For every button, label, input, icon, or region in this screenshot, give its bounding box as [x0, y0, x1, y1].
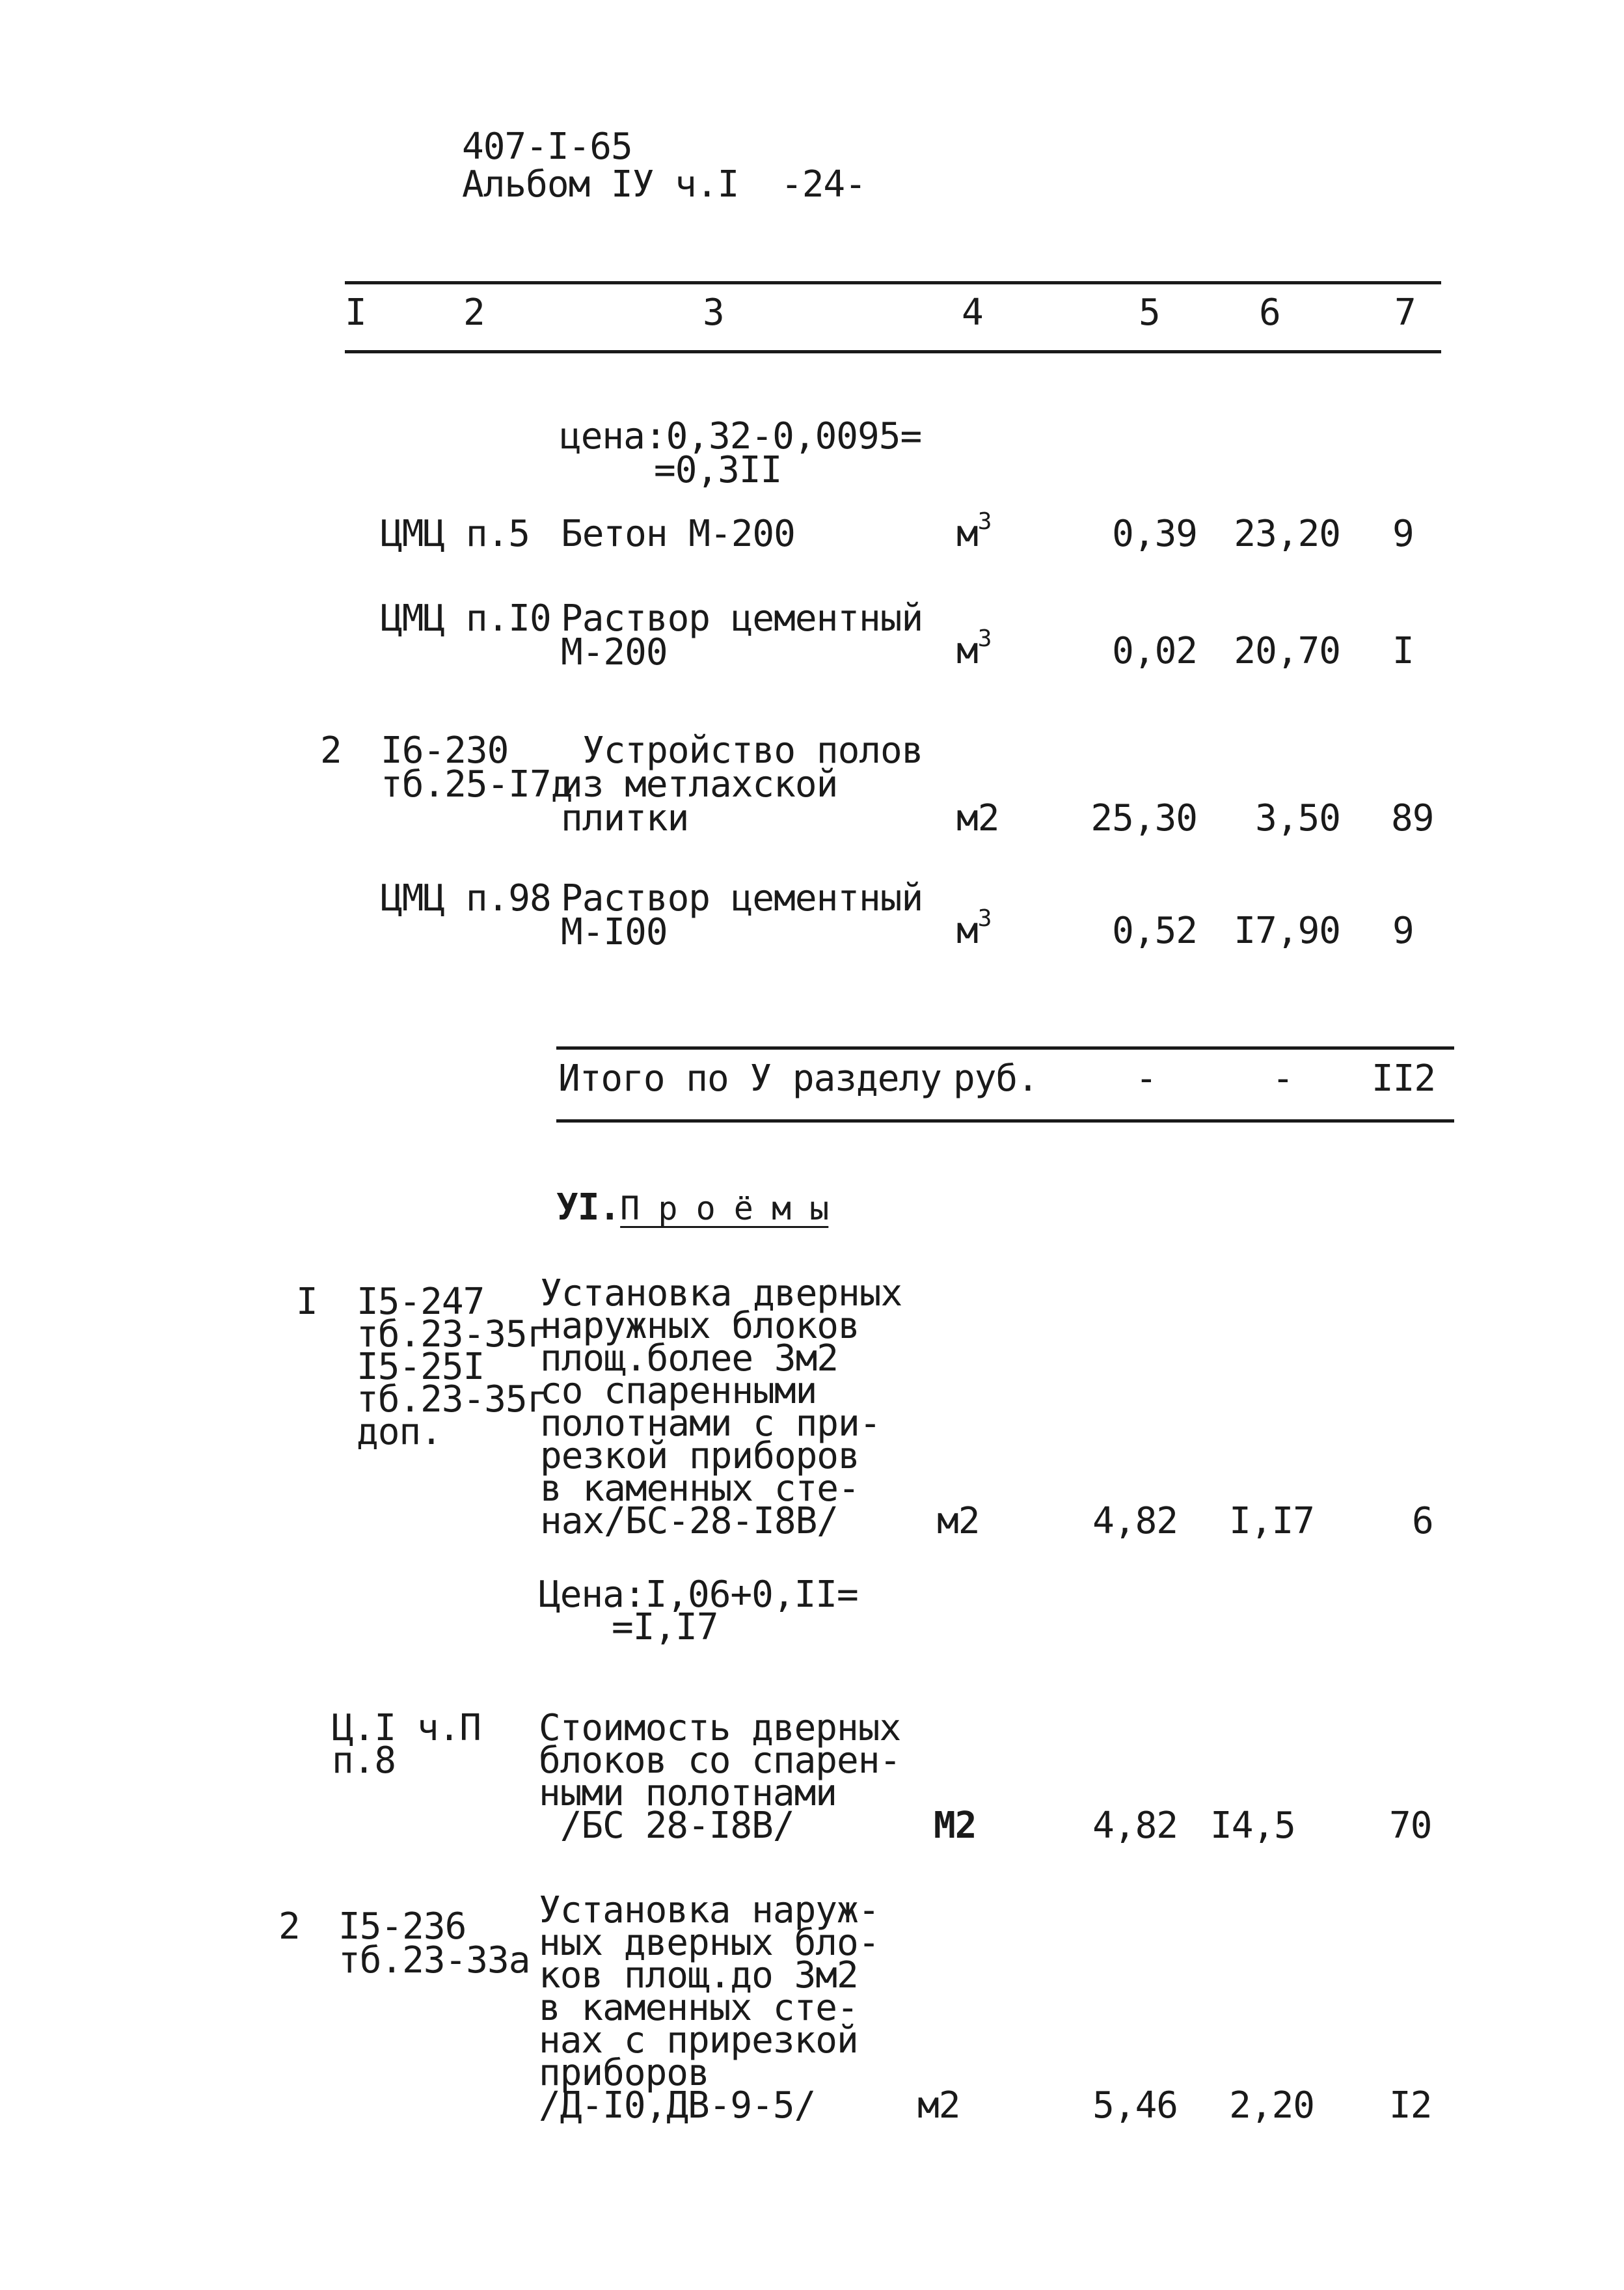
item-name: Установка наруж-	[539, 1889, 880, 1931]
row-name: Устройство полов	[582, 729, 923, 772]
column-header-6: 6	[1259, 292, 1280, 334]
row-price: 3,50	[1255, 797, 1340, 839]
row-price: I7,90	[1234, 910, 1340, 952]
item-ref: I5-247	[357, 1281, 485, 1323]
price-note-line: =I,I7	[612, 1606, 718, 1648]
price-note-line: Цена:I,06+0,II=	[539, 1574, 858, 1616]
subtotal-total: II2	[1372, 1057, 1436, 1100]
item-name: со спаренными	[540, 1370, 817, 1412]
item-name: ных дверных бло-	[539, 1922, 880, 1964]
subtotal-top-rule	[556, 1046, 1454, 1050]
item-unit: м2	[937, 1500, 980, 1542]
column-header-2: 2	[463, 292, 485, 334]
item-ref: I5-236	[338, 1905, 467, 1948]
column-header-3: 3	[703, 292, 724, 334]
item-name: наружных блоков	[540, 1305, 859, 1347]
item-price: 2,20	[1229, 2084, 1314, 2127]
item-ref: тб.23-35г	[357, 1378, 548, 1421]
item-number: I	[296, 1281, 318, 1323]
section-title: П р о ё м ы	[620, 1190, 829, 1227]
subtotal-qty: -	[1135, 1057, 1157, 1100]
row-qty: 25,30	[1090, 797, 1197, 839]
row-name: Бетон М-200	[561, 513, 795, 555]
item-total: 70	[1389, 1805, 1432, 1847]
item-total: I2	[1389, 2084, 1432, 2127]
item-name: /БС 28-I8В/	[539, 1805, 794, 1847]
row-name: Раствор цементный	[561, 877, 923, 920]
item-number: 2	[278, 1905, 300, 1948]
item-name: /Д-I0,ДВ-9-5/	[539, 2084, 816, 2127]
price-note-line: цена:0,32-0,0095=	[560, 415, 922, 457]
row-name: плитки	[561, 797, 689, 839]
page-number: -24-	[781, 163, 866, 206]
item-name: приборов	[539, 2052, 709, 2094]
column-header-4: 4	[962, 292, 983, 334]
document-code: 407-I-65	[462, 126, 632, 168]
item-ref: I5-25I	[357, 1346, 485, 1388]
item-unit: М2	[934, 1805, 977, 1847]
item-name: резкой приборов	[540, 1435, 859, 1477]
row-number: 2	[320, 729, 342, 772]
item-ref: Ц.I ч.П	[332, 1707, 481, 1749]
item-qty: 4,82	[1092, 1500, 1178, 1542]
row-ref: ЦМЦ п.98	[381, 877, 551, 920]
row-ref: I6-230	[381, 729, 509, 772]
item-name: площ.более 3м2	[540, 1337, 839, 1380]
item-name: нах с прирезкой	[539, 2019, 858, 2062]
row-total: 9	[1392, 910, 1414, 952]
row-name: М-I00	[561, 911, 668, 953]
subtotal-price: -	[1272, 1057, 1293, 1100]
item-name: нах/БС-28-I8В/	[540, 1500, 839, 1542]
row-qty: 0,39	[1112, 513, 1197, 555]
section-heading	[556, 1186, 829, 1229]
row-total: 9	[1392, 513, 1414, 555]
item-price: I,I7	[1229, 1500, 1314, 1542]
row-unit: $м^3$	[956, 508, 992, 555]
row-price: 23,20	[1234, 513, 1340, 555]
row-ref: ЦМЦ п.I0	[381, 597, 551, 640]
item-unit: м2	[917, 2084, 960, 2127]
row-qty: 0,52	[1112, 910, 1197, 952]
column-header-5: 5	[1139, 292, 1160, 334]
item-name: полотнами с при-	[540, 1402, 881, 1445]
item-qty: 5,46	[1092, 2084, 1178, 2127]
subtotal-label: Итого по У разделу	[558, 1057, 941, 1100]
row-price: 20,70	[1234, 630, 1340, 672]
row-total: I	[1392, 630, 1414, 672]
item-ref: п.8	[332, 1739, 396, 1782]
row-qty: 0,02	[1112, 630, 1197, 672]
item-name: в каменных сте-	[540, 1467, 859, 1510]
item-ref: тб.23-33а	[338, 1939, 530, 1982]
row-ref: тб.25-I7д	[381, 763, 573, 806]
item-ref: тб.23-35г	[357, 1313, 548, 1356]
row-unit: $м^3$	[956, 625, 992, 672]
column-header-7: 7	[1394, 292, 1416, 334]
row-name: Раствор цементный	[561, 597, 923, 640]
item-name: Стоимость дверных	[539, 1707, 901, 1749]
table-header-rule	[345, 350, 1441, 353]
row-ref: ЦМЦ п.5	[381, 513, 530, 555]
row-total: 89	[1391, 797, 1434, 839]
row-name: М-200	[561, 631, 668, 674]
item-name: ными полотнами	[539, 1772, 837, 1814]
item-price: I4,5	[1210, 1805, 1295, 1847]
subtotal-unit: руб.	[953, 1057, 1038, 1100]
subtotal-bottom-rule	[556, 1119, 1454, 1123]
row-name: из метлахской	[561, 763, 838, 806]
item-ref: доп.	[357, 1411, 442, 1453]
section-number: УI.	[556, 1186, 621, 1229]
row-unit: $м^3$	[956, 905, 992, 952]
item-qty: 4,82	[1092, 1805, 1178, 1847]
table-top-rule	[345, 281, 1441, 284]
item-name: Установка дверных	[540, 1272, 902, 1315]
item-name: блоков со спарен-	[539, 1739, 901, 1782]
item-total: 6	[1412, 1500, 1433, 1542]
item-name: ков площ.до 3м2	[539, 1954, 858, 1997]
album-label: Альбом IУ ч.I	[462, 163, 739, 206]
item-name: в каменных сте-	[539, 1987, 858, 2029]
column-header-1: I	[345, 292, 366, 334]
price-note-line: =0,3II	[654, 449, 782, 491]
row-unit: м2	[956, 797, 999, 839]
